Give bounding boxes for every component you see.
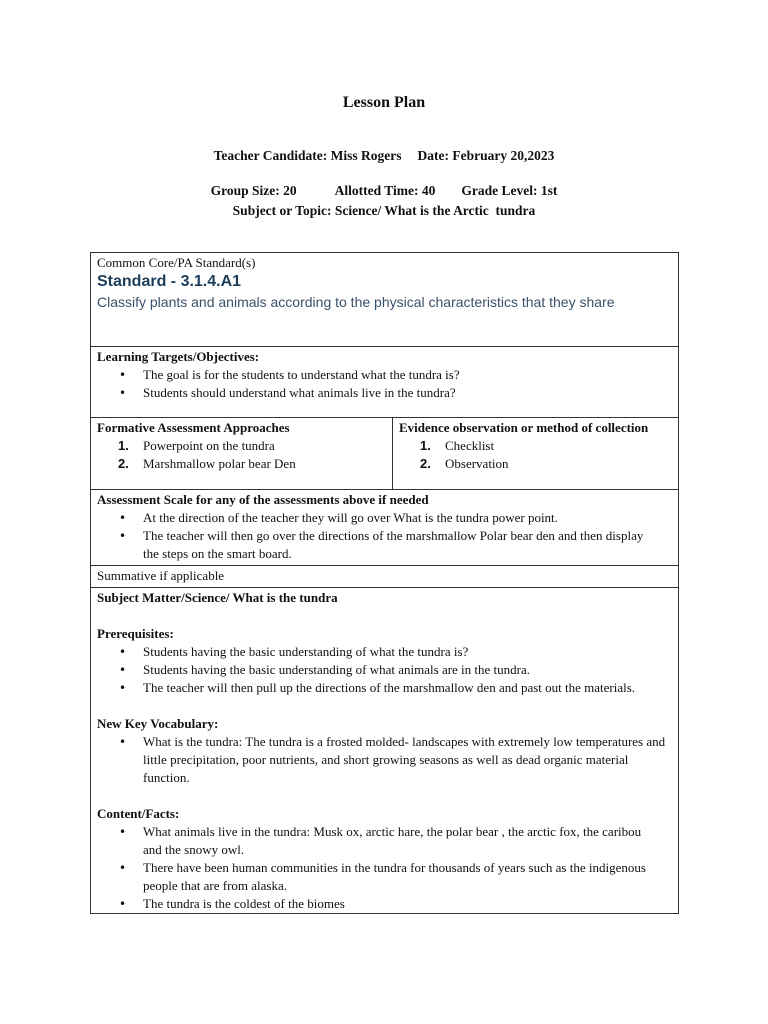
list-text: Observation (445, 456, 509, 471)
list-number: 2. (420, 456, 431, 471)
teacher-date-line (0, 148, 768, 164)
grade-level: Grade Level: 1st (461, 183, 558, 198)
list-number: 1. (118, 438, 129, 453)
list-item: • There have been human communities in the tundra for thousands of years such as the indigenous people that are from alaska. (143, 859, 658, 895)
list-item (118, 437, 386, 455)
list-item: • What animals live in the tundra: Musk ox, arctic hare, the polar bear , the arctic fox, the caribou and the snowy owl. (143, 823, 658, 859)
prerequisites-list (97, 643, 672, 697)
list-item: • Students having the basic understanding of what animals are in the tundra. (143, 661, 654, 679)
teacher-label: Teacher Candidate: (213, 148, 328, 163)
evidence-list (399, 437, 672, 473)
prerequisites-label: Prerequisites: (97, 626, 174, 641)
summative-label: Summative if applicable (97, 568, 225, 583)
list-item (420, 455, 672, 473)
standards-row (91, 253, 679, 347)
formative-list (97, 437, 386, 473)
list-number: 1. (420, 438, 431, 453)
formative-label: Formative Assessment Approaches (97, 420, 290, 435)
list-item: • Students having the basic understanding of what the tundra is? (143, 643, 654, 661)
list-item (420, 437, 672, 455)
assessment-scale-row (91, 490, 679, 566)
list-text: Marshmallow polar bear Den (143, 456, 296, 471)
vocabulary-list (97, 733, 672, 787)
allotted-time: Allotted Time: 40 (334, 183, 436, 198)
group-size: Group Size: 20 (210, 183, 297, 198)
list-item: • The tundra is the coldest of the biomes (143, 895, 658, 913)
summative-row (91, 566, 679, 588)
evidence-cell (393, 418, 679, 490)
assessment-scale-list (97, 509, 672, 563)
subject-value: Science/ What is the Arctic tundra (334, 203, 536, 218)
vocabulary-label: New Key Vocabulary: (97, 716, 219, 731)
date-label: Date: (417, 148, 449, 163)
assessment-scale-label: Assessment Scale for any of the assessments above if needed (97, 492, 429, 507)
objectives-cell (91, 347, 679, 418)
subject-matter-cell (91, 588, 679, 914)
content-label: Content/Facts: (97, 806, 180, 821)
list-text: Checklist (445, 438, 495, 453)
assessment-scale-cell (91, 490, 679, 566)
subject-line (0, 203, 768, 219)
standard-heading: Standard - 3.1.4.A1 (97, 273, 242, 290)
summative-cell (91, 566, 679, 588)
list-item: • The teacher will then go over the directions of the marshmallow Polar bear den and then display the steps on the smart board. (143, 527, 654, 563)
list-item: • The goal is for the students to understand what the tundra is? (143, 366, 672, 384)
group-time-grade-line (0, 183, 768, 199)
page-title: Lesson Plan (342, 94, 426, 111)
teacher-value: Miss Rogers (330, 148, 402, 163)
list-item: • What is the tundra: The tundra is a frosted molded- landscapes with extremely low temperatures and little precipitation, poor nutrients, and short growing seasons as well as dead organic material function. (143, 733, 666, 787)
date-value: February 20,2023 (452, 148, 555, 163)
evidence-label: Evidence observation or method of collection (399, 420, 649, 435)
subject-label: Subject or Topic: (232, 203, 332, 218)
assessment-approaches-row (91, 418, 679, 490)
formative-cell (91, 418, 393, 490)
standard-description: Classify plants and animals according to the physical characteristics that they share (97, 294, 615, 310)
subject-matter-label: Subject Matter/Science/ What is the tundra (97, 590, 338, 605)
subject-matter-row (91, 588, 679, 914)
objectives-list (97, 366, 672, 402)
list-text: Powerpoint on the tundra (143, 438, 275, 453)
content-list (97, 823, 672, 913)
list-item: • Students should understand what animals live in the tundra? (143, 384, 672, 402)
standards-cell (91, 253, 679, 347)
list-item (118, 455, 386, 473)
lesson-plan-table (90, 252, 679, 914)
list-item: • At the direction of the teacher they will go over What is the tundra power point. (143, 509, 654, 527)
list-item: • The teacher will then pull up the directions of the marshmallow den and past out the materials. (143, 679, 654, 697)
objectives-row (91, 347, 679, 418)
list-number: 2. (118, 456, 129, 471)
standards-label: Common Core/PA Standard(s) (97, 255, 256, 270)
objectives-label: Learning Targets/Objectives: (97, 349, 260, 364)
